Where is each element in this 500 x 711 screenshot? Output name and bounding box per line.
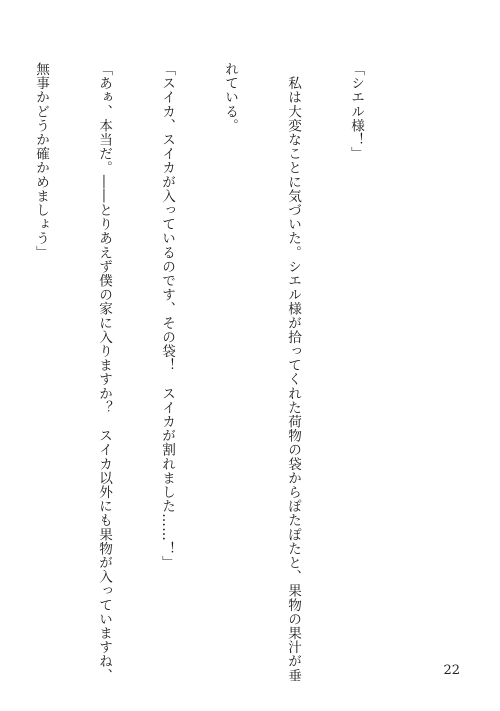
text-line: 「シエル様！」 <box>348 62 364 161</box>
text-line: 無事かどうか確かめましょう」 <box>33 62 49 260</box>
text-line: 「スイカ、スイカが入っているのです、その袋！ スイカが割れました……！」 <box>159 62 175 570</box>
vertical-text-body <box>0 62 408 683</box>
text-line: 私は大変なことに気づいた。シエル様が拾ってくれた荷物の袋からぽたぽたと、果物の果汁が垂 <box>285 62 301 683</box>
page-number: 22 <box>443 663 460 678</box>
text-line: れている。 <box>222 62 238 133</box>
text-line: 「あぁ、本当だ。――とりあえず僕の家に入りますか？ スイカ以外にも果物が入っていますね、 <box>96 62 112 683</box>
